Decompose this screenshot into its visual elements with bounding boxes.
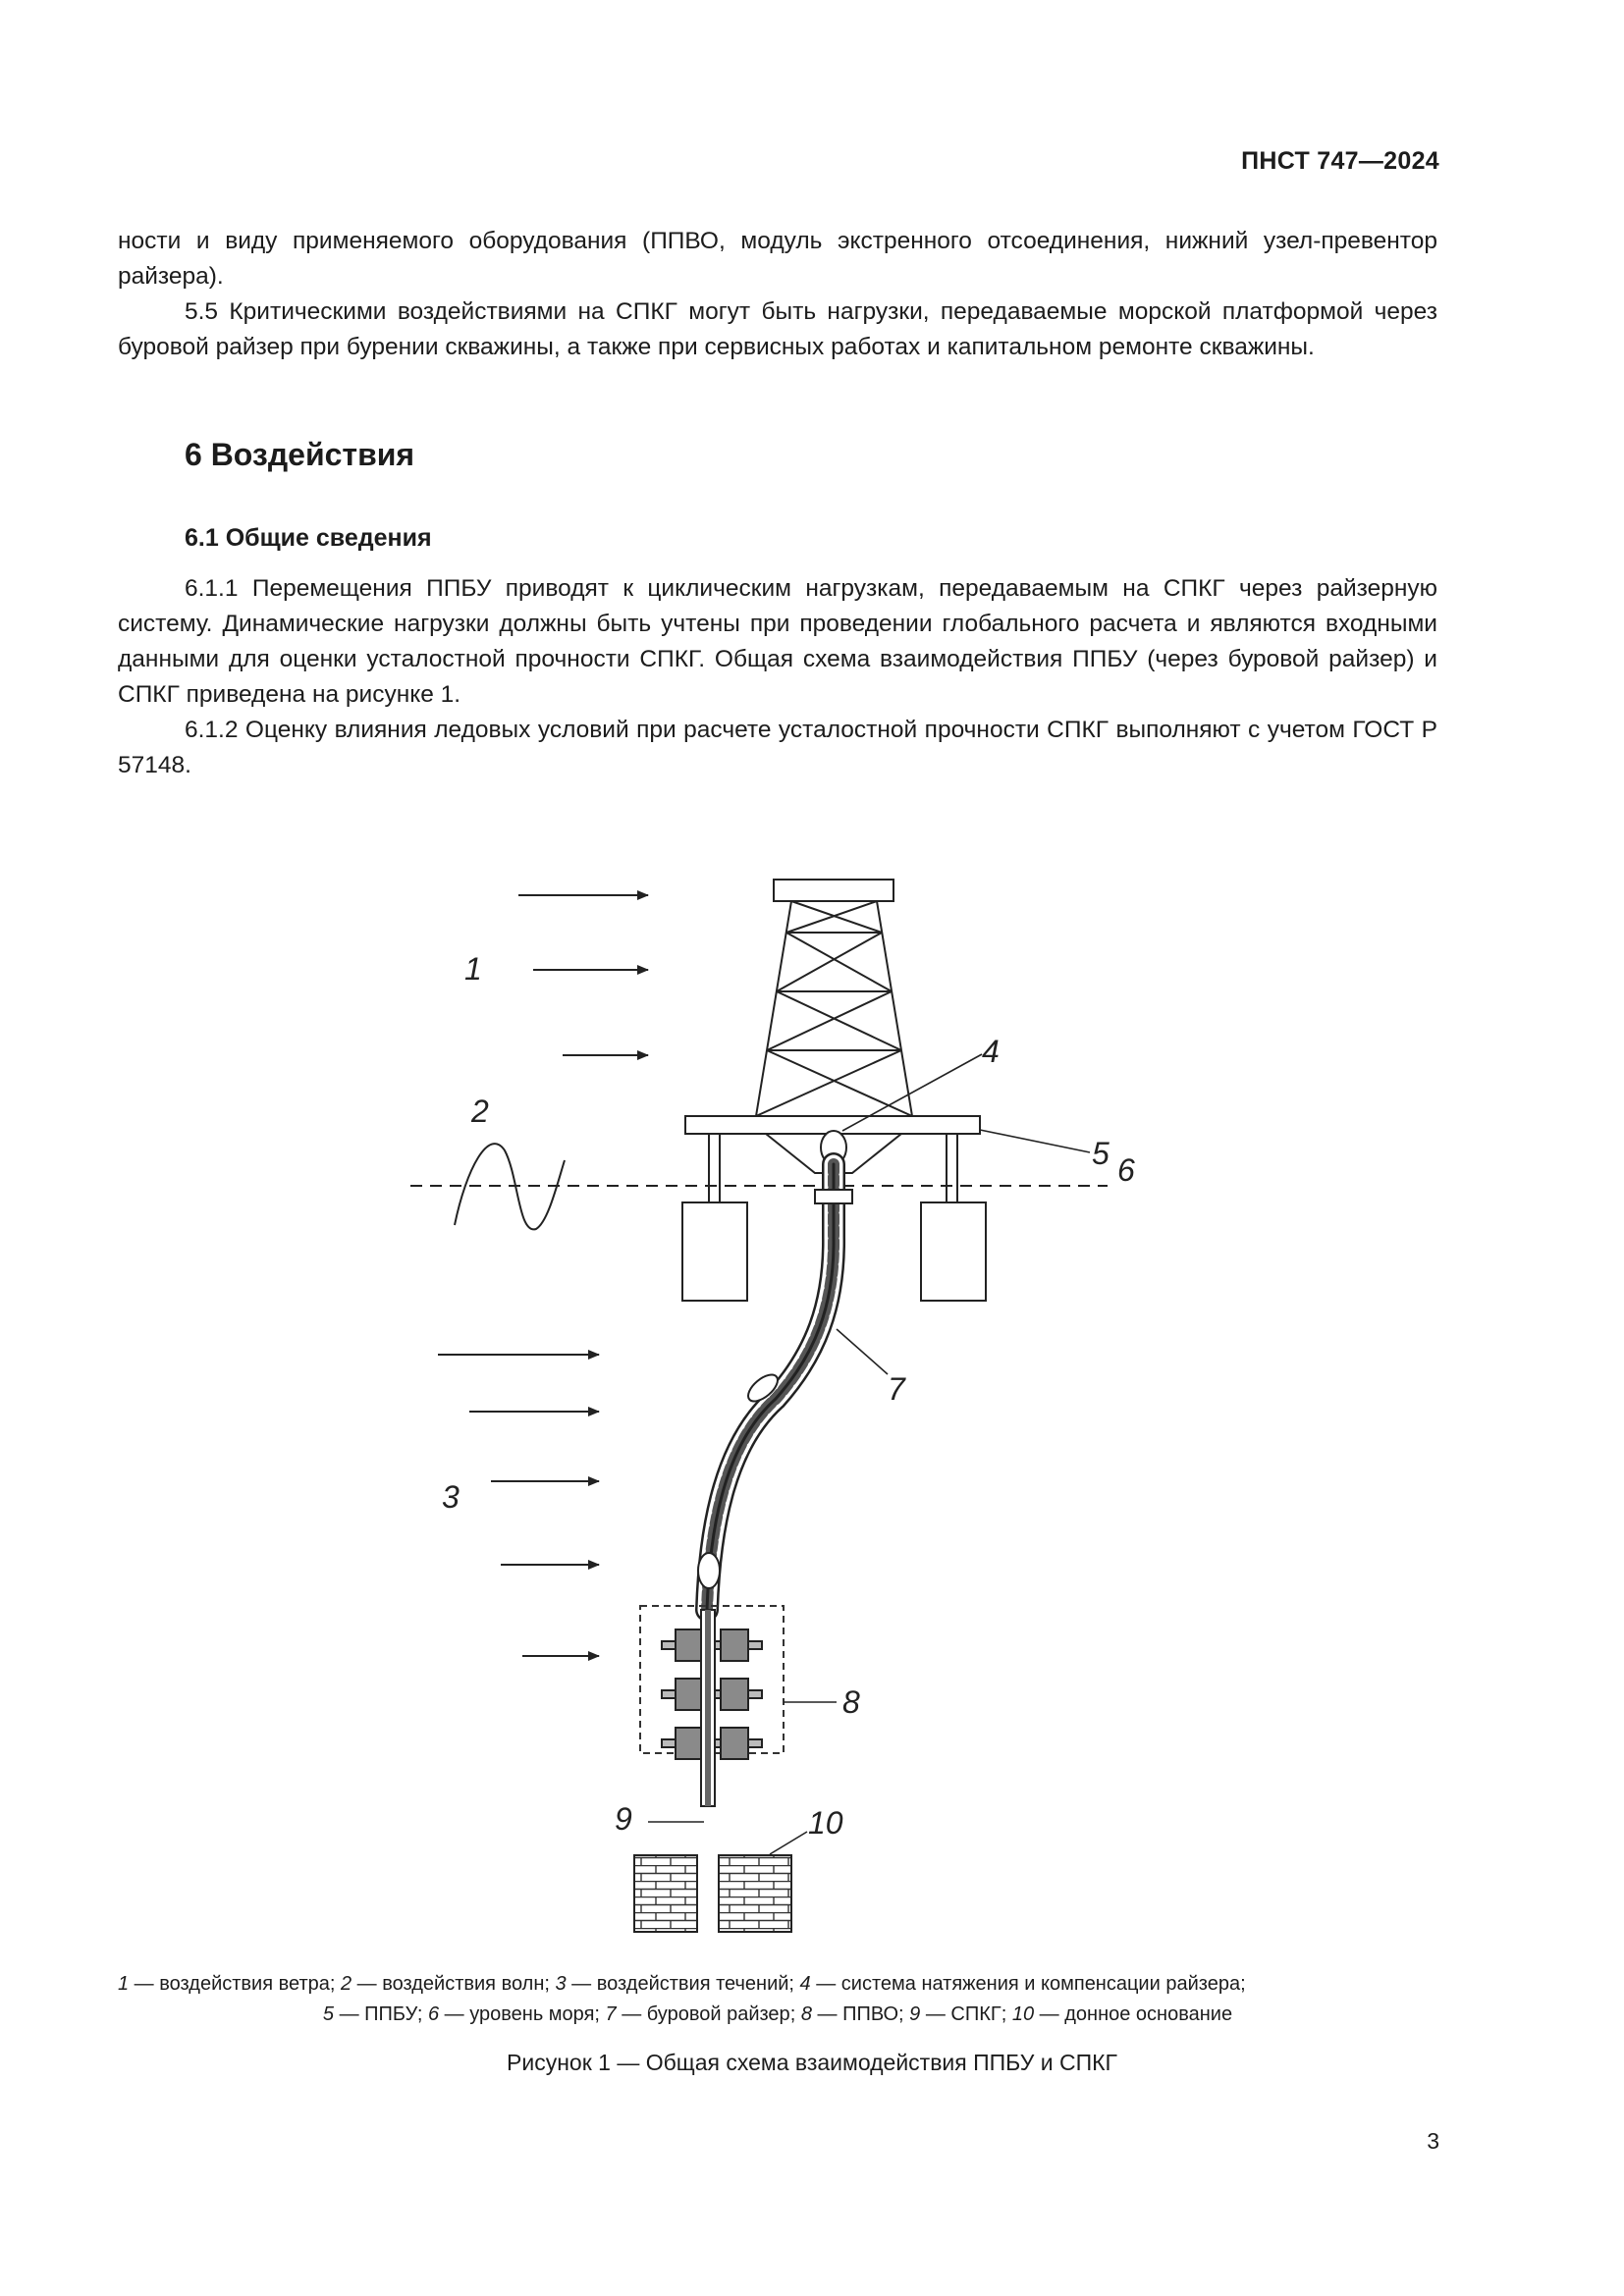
figure-caption: Рисунок 1 — Общая схема взаимодействия ППБУ и СПКГ bbox=[507, 2050, 1117, 2075]
label-3: 3 bbox=[442, 1479, 460, 1515]
label-4: 4 bbox=[982, 1034, 1000, 1069]
derrick bbox=[756, 880, 912, 1116]
label-8: 8 bbox=[842, 1684, 860, 1720]
label-10: 10 bbox=[808, 1805, 843, 1841]
legend-item: 8 — ППВО; bbox=[800, 2003, 910, 2025]
legend-item: 4 — система натяжения и компенсации райзера; bbox=[799, 1973, 1246, 1995]
seabed-foundation bbox=[634, 1855, 791, 1932]
label-9: 9 bbox=[615, 1801, 632, 1837]
legend-item: 9 — СПКГ; bbox=[909, 2003, 1012, 2025]
wind-arrows bbox=[518, 895, 648, 1055]
label-7: 7 bbox=[888, 1371, 905, 1407]
label-1: 1 bbox=[464, 951, 482, 987]
current-arrows bbox=[438, 1355, 599, 1656]
paragraph-6-1-2: 6.1.2 Оценку влияния ледовых условий при расчете усталостной прочности СПКГ выполняют с учетом ГОСТ Р 57148. bbox=[118, 717, 1437, 778]
legend-item: 5 — ППБУ; bbox=[322, 2003, 428, 2025]
doc-code: ПНСТ 747—2024 bbox=[1241, 147, 1439, 175]
section-title: 6 Воздействия bbox=[185, 437, 415, 472]
paragraph-5-5: 5.5 Критическими воздействиями на СПКГ могут быть нагрузки, передаваемые морской платформой через буровой райзер при бурении скважины, а также при сервисных работах и капитальном ремонте скважины. bbox=[118, 298, 1437, 360]
figure-diagram bbox=[0, 844, 1624, 1963]
paragraph-6-1-1: 6.1.1 Перемещения ППБУ приводят к циклическим нагрузкам, передаваемым на СПКГ через райзерную систему. Динамические нагрузки должны быть учтены при проведении глобального расчета и являются входными данными для оценки усталостной прочности СПКГ. Общая схема взаимодействия ППБУ (через буровой райзер) и СПКГ приведена на рисунке 1. bbox=[118, 575, 1437, 708]
legend-item: 3 — воздействия течений; bbox=[555, 1973, 800, 1995]
label-2: 2 bbox=[471, 1094, 489, 1129]
legend-item: 10 — донное основание bbox=[1011, 2003, 1233, 2025]
label-6: 6 bbox=[1117, 1152, 1135, 1188]
legend-item: 6 — уровень моря; bbox=[427, 2003, 606, 2025]
figure-legend bbox=[118, 1969, 1437, 2030]
label-5: 5 bbox=[1092, 1136, 1110, 1171]
legend-item: 1 — воздействия ветра; bbox=[118, 1973, 341, 1995]
subsection-title: 6.1 Общие сведения bbox=[185, 524, 432, 552]
paragraph-continuation: ности и виду применяемого оборудования (ППВО, модуль экстренного отсоединения, нижний узел-превентор райзера). bbox=[118, 228, 1437, 290]
legend-item: 2 — воздействия волн; bbox=[340, 1973, 556, 1995]
legend-item: 7 — буровой райзер; bbox=[605, 2003, 801, 2025]
page-number: 3 bbox=[1427, 2128, 1439, 2154]
wellhead-column bbox=[701, 1610, 715, 1806]
